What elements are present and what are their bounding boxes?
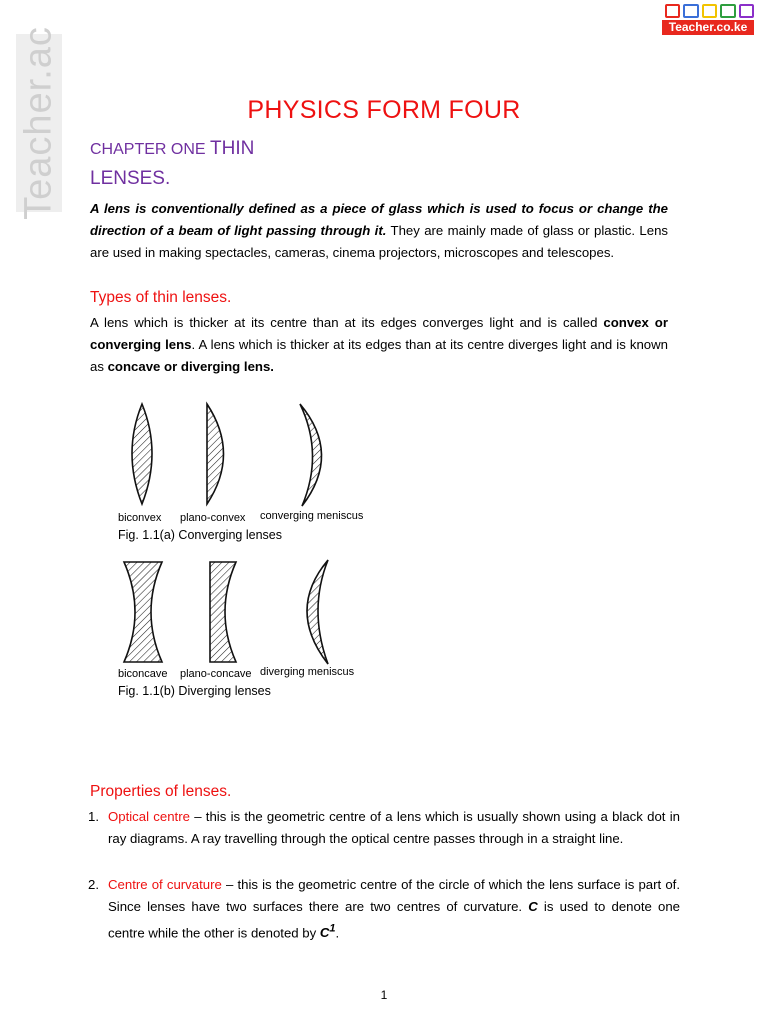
page-title: PHYSICS FORM FOUR bbox=[247, 96, 521, 124]
logo-square-red-icon bbox=[665, 4, 680, 18]
symbol-c1-sup: 1 bbox=[329, 923, 336, 935]
curvature-end: . bbox=[335, 925, 340, 941]
optical-centre-text: – this is the geometric centre of a lens which is usually shown using a black dot in ray diagrams. A ray travelling through the optical centre passes through in a straight line. bbox=[108, 809, 680, 846]
logo-brand: Teacher.co.ke bbox=[662, 20, 754, 35]
logo-square-purple-icon bbox=[739, 4, 754, 18]
biconvex-lens-icon bbox=[132, 404, 152, 504]
page-number: 1 bbox=[380, 988, 388, 1002]
intro-rest: They are mainly made of glass or plastic. Lens are used in making spectacles, cameras, cinema projectors, microscopes and telescopes. bbox=[90, 223, 668, 260]
label-biconcave: biconcave bbox=[118, 668, 168, 680]
list-item-centre-of-curvature bbox=[88, 874, 680, 944]
label-plano-concave: plano-concave bbox=[180, 668, 252, 680]
intro-paragraph bbox=[90, 198, 668, 264]
diverging-meniscus-lens-icon bbox=[307, 560, 328, 664]
types-paragraph bbox=[90, 312, 668, 378]
site-logo[interactable] bbox=[662, 4, 754, 34]
convex-term: convex or converging lens bbox=[90, 315, 668, 352]
symbol-c: C bbox=[528, 899, 538, 914]
logo-square-blue-icon bbox=[683, 4, 698, 18]
label-diverging-meniscus: diverging meniscus bbox=[260, 666, 355, 678]
list-number: 2. bbox=[88, 877, 99, 892]
curvature-text-1: – this is the geometric centre of the circle of which the lens surface is part of. Since lenses have two surfaces there are two centres of curvature. bbox=[108, 877, 680, 914]
biconcave-lens-icon bbox=[124, 562, 162, 662]
symbol-c1: C bbox=[319, 925, 330, 941]
chapter-topic-part1: THIN bbox=[210, 138, 255, 159]
lens-figure bbox=[110, 398, 410, 718]
curvature-text-2: is used to denote one centre while the other is denoted by bbox=[108, 899, 680, 941]
concave-term: concave or diverging lens. bbox=[107, 359, 274, 374]
chapter-heading bbox=[90, 138, 254, 160]
plano-concave-lens-icon bbox=[210, 562, 236, 662]
caption-diverging: Fig. 1.1(b) Diverging lenses bbox=[118, 684, 271, 698]
watermark-text: Teacher.ac bbox=[17, 26, 60, 220]
logo-square-green-icon bbox=[720, 4, 735, 18]
label-plano-convex: plano-convex bbox=[180, 512, 246, 524]
plano-convex-lens-icon bbox=[207, 404, 224, 504]
caption-converging: Fig. 1.1(a) Converging lenses bbox=[118, 528, 282, 542]
types-text-1: A lens which is thicker at its centre than at its edges converges light and is called bbox=[90, 315, 604, 330]
properties-heading: Properties of lenses. bbox=[90, 783, 232, 800]
types-text-2: . A lens which is thicker at its edges than at its centre diverges light and is known as bbox=[90, 337, 668, 374]
chapter-prefix: CHAPTER ONE bbox=[90, 141, 206, 158]
logo-squares-icon bbox=[665, 4, 754, 18]
label-biconvex: biconvex bbox=[118, 512, 162, 524]
term-centre-of-curvature: Centre of curvature bbox=[108, 877, 222, 892]
lens-definition: A lens is conventionally defined as a piece of glass which is used to focus or change the direction of a beam of light passing through it. bbox=[90, 201, 668, 238]
converging-meniscus-lens-icon bbox=[300, 404, 322, 506]
label-converging-meniscus: converging meniscus bbox=[260, 510, 364, 522]
types-heading: Types of thin lenses. bbox=[90, 289, 232, 306]
chapter-topic-part2: LENSES. bbox=[90, 168, 171, 189]
term-optical-centre: Optical centre bbox=[108, 809, 190, 824]
logo-square-yellow-icon bbox=[702, 4, 717, 18]
list-number: 1. bbox=[88, 809, 99, 824]
list-item-optical-centre bbox=[88, 806, 680, 850]
